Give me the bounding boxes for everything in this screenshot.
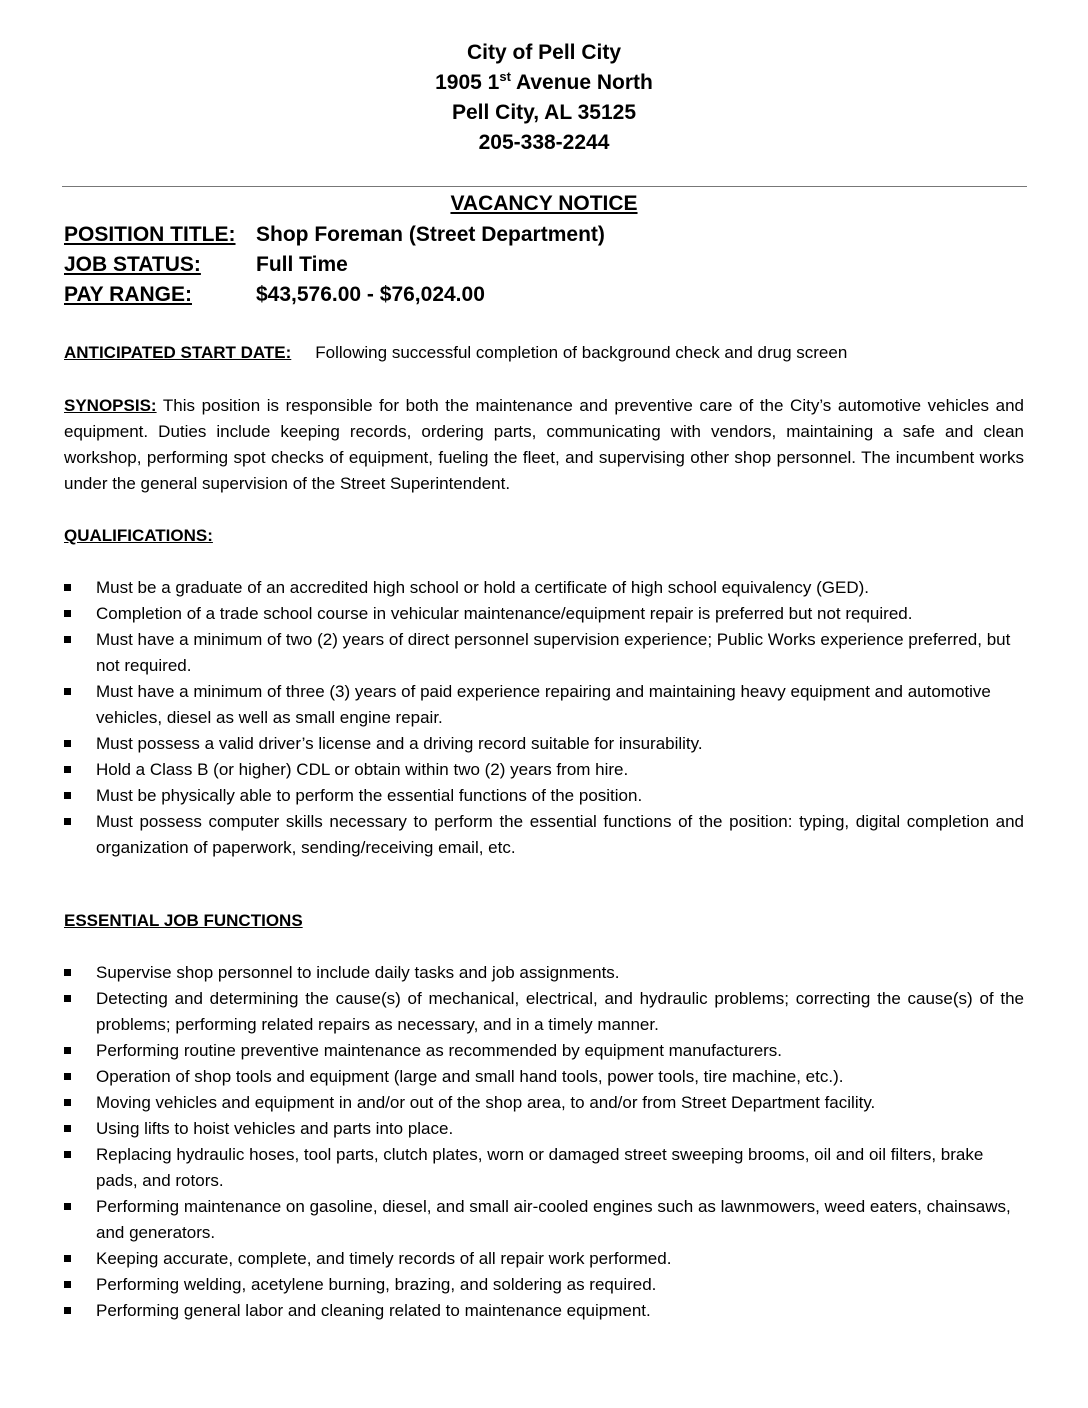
- job-status-value: Full Time: [256, 253, 348, 276]
- list-item: Replacing hydraulic hoses, tool parts, clutch plates, worn or damaged street sweeping brooms, oil and oil filters, brake pads, and rotors.: [64, 1142, 1024, 1194]
- essential-functions-list: [64, 960, 1024, 1324]
- job-status-label: JOB STATUS:: [64, 253, 201, 276]
- list-item: Operation of shop tools and equipment (large and small hand tools, power tools, tire machine, etc.).: [64, 1064, 1024, 1090]
- list-item: Must be physically able to perform the essential functions of the position.: [64, 783, 1024, 809]
- list-item: Completion of a trade school course in vehicular maintenance/equipment repair is preferred but not required.: [64, 601, 1024, 627]
- list-item: Must possess computer skills necessary to perform the essential functions of the position: typing, digital completion and organization of paperwork, sending/receiving email, etc.: [64, 809, 1024, 861]
- square-bullet-icon: [64, 1307, 71, 1314]
- list-item: Performing routine preventive maintenance as recommended by equipment manufacturers.: [64, 1038, 1024, 1064]
- list-item: Keeping accurate, complete, and timely records of all repair work performed.: [64, 1246, 1024, 1272]
- square-bullet-icon: [64, 636, 71, 643]
- start-date-value: Following successful completion of background check and drug screen: [315, 343, 848, 362]
- list-item: Performing maintenance on gasoline, diesel, and small air-cooled engines such as lawnmowers, weed eaters, chainsaws, and generators.: [64, 1194, 1024, 1246]
- square-bullet-icon: [64, 1151, 71, 1158]
- position-title-row: [64, 220, 605, 250]
- start-date-label: ANTICIPATED START DATE:: [64, 343, 292, 362]
- list-item: Performing welding, acetylene burning, brazing, and soldering as required.: [64, 1272, 1024, 1298]
- pay-range-value: $43,576.00 - $76,024.00: [256, 283, 485, 306]
- phone-number: 205-338-2244: [478, 131, 610, 154]
- list-item: Must have a minimum of two (2) years of direct personnel supervision experience; Public Works experience preferred, but not required.: [64, 627, 1024, 679]
- address-street: Avenue North: [510, 71, 653, 94]
- square-bullet-icon: [64, 792, 71, 799]
- address-ordinal-suffix: st: [499, 69, 511, 84]
- pay-range-label: PAY RANGE:: [64, 283, 192, 306]
- essential-functions-heading: ESSENTIAL JOB FUNCTIONS: [64, 911, 303, 930]
- job-status-row: [64, 250, 605, 280]
- list-item: Hold a Class B (or higher) CDL or obtain within two (2) years from hire.: [64, 757, 1024, 783]
- square-bullet-icon: [64, 688, 71, 695]
- square-bullet-icon: [64, 740, 71, 747]
- square-bullet-icon: [64, 818, 71, 825]
- list-item: Using lifts to hoist vehicles and parts into place.: [64, 1116, 1024, 1142]
- square-bullet-icon: [64, 1255, 71, 1262]
- letterhead: [0, 38, 1088, 158]
- square-bullet-icon: [64, 1073, 71, 1080]
- list-item: Performing general labor and cleaning related to maintenance equipment.: [64, 1298, 1024, 1324]
- list-item: Supervise shop personnel to include daily tasks and job assignments.: [64, 960, 1024, 986]
- square-bullet-icon: [64, 1047, 71, 1054]
- square-bullet-icon: [64, 1099, 71, 1106]
- synopsis-text: This position is responsible for both the maintenance and preventive care of the City’s automotive vehicles and equipment. Duties include keeping records, ordering parts, communicating with vendors, maintaining a safe and clean workshop, performing spot checks of equipment, fueling the fleet, and supervising other shop personnel. The incumbent works under the general supervision of the Street Superintendent.: [64, 396, 1024, 493]
- synopsis-label: SYNOPSIS:: [64, 396, 157, 415]
- org-name: City of Pell City: [466, 41, 622, 64]
- notice-title: VACANCY NOTICE: [450, 192, 638, 215]
- street-address: [0, 68, 1088, 98]
- square-bullet-icon: [64, 766, 71, 773]
- list-item: Must be a graduate of an accredited high school or hold a certificate of high school equivalency (GED).: [64, 575, 1024, 601]
- qualifications-heading: QUALIFICATIONS:: [64, 526, 213, 545]
- square-bullet-icon: [64, 1125, 71, 1132]
- position-title-value: Shop Foreman (Street Department): [256, 223, 605, 246]
- list-item: Must have a minimum of three (3) years of paid experience repairing and maintaining heavy equipment and automotive vehicles, diesel as well as small engine repair.: [64, 679, 1024, 731]
- list-item: Moving vehicles and equipment in and/or out of the shop area, to and/or from Street Department facility.: [64, 1090, 1024, 1116]
- square-bullet-icon: [64, 995, 71, 1002]
- square-bullet-icon: [64, 584, 71, 591]
- position-info: [64, 220, 605, 310]
- address-number: 1905 1: [435, 71, 500, 94]
- square-bullet-icon: [64, 1203, 71, 1210]
- square-bullet-icon: [64, 969, 71, 976]
- square-bullet-icon: [64, 1281, 71, 1288]
- position-title-label: POSITION TITLE:: [64, 223, 236, 246]
- pay-range-row: [64, 280, 605, 310]
- qualifications-list: [64, 575, 1024, 861]
- start-date-line: [64, 340, 1024, 366]
- list-item: Must possess a valid driver’s license and a driving record suitable for insurability.: [64, 731, 1024, 757]
- list-item: Detecting and determining the cause(s) of mechanical, electrical, and hydraulic problems; correcting the cause(s) of the problems; performing related repairs as necessary, and in a timely manner.: [64, 986, 1024, 1038]
- square-bullet-icon: [64, 610, 71, 617]
- synopsis-paragraph: [64, 393, 1024, 497]
- city-state-zip: Pell City, AL 35125: [451, 101, 637, 124]
- header-divider: [62, 186, 1027, 187]
